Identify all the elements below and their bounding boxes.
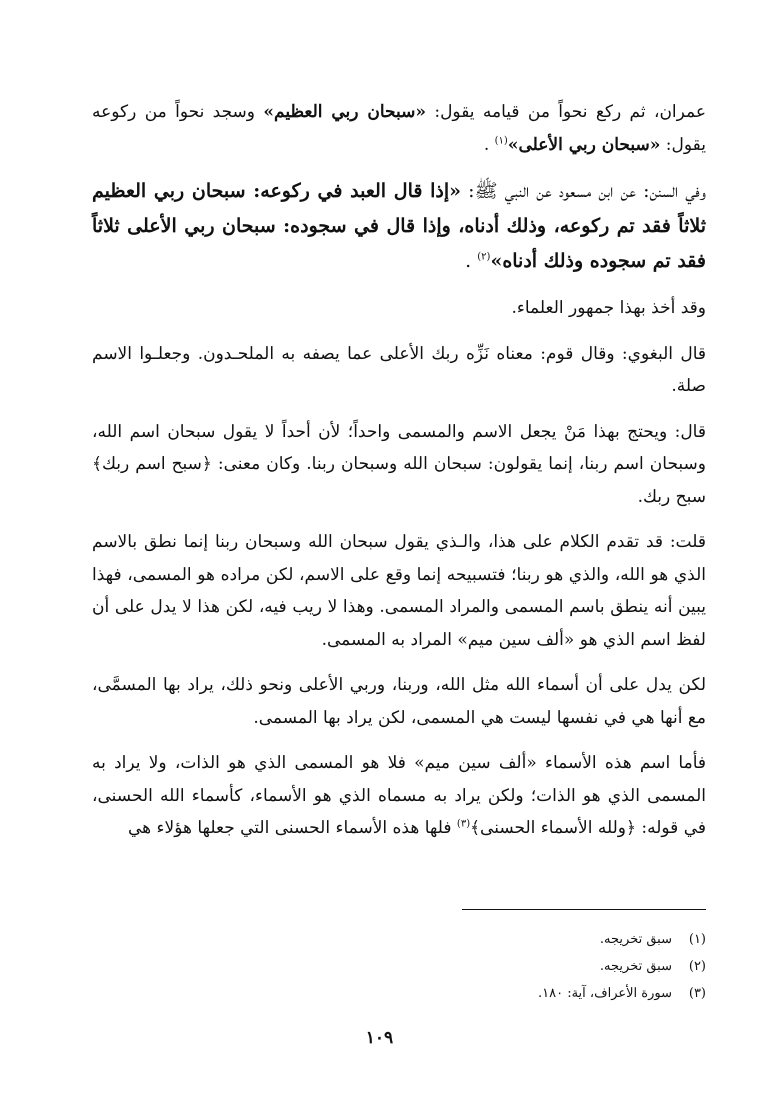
hadith-quote: «إذا قال العبد في ركوعه: سبحان ربي العظيم ثلاثاً فقد تم ركوعه، وذلك أدناه، وإذا قال في سجوده: سبحان ربي الأعلى ثلاثاً فقد تم سجوده وذلك أدناه» <box>92 180 706 272</box>
paragraph <box>92 747 706 845</box>
text-run: فأما اسم هذه الأسماء «ألف سين ميم» فلا هو المسمى الذي هو الذات، ولا يراد به المسمى الذي هو الذات؛ ولكن يراد به مسماه الذي هو الأسماء، كأسماء الله الحسنى، في قوله: ﴿ولله الأسماء الحسنى﴾ <box>92 753 706 838</box>
hadith-quote: «سبحان ربي الأعلى» <box>507 134 661 155</box>
footnote-text: سبق تخريجه. <box>599 932 672 947</box>
footnote <box>306 953 706 980</box>
footnote-ref: (٢) <box>477 251 491 263</box>
text-run: . <box>483 134 495 155</box>
text-run: فلها هذه الأسماء الحسنى التي جعلها هؤلاء هي <box>127 818 457 838</box>
footnote-number: (٣) <box>688 986 706 1001</box>
footnote <box>306 980 706 1007</box>
paragraph <box>92 669 706 734</box>
text-run: وفي السنن: عن ابن مسعود عن النبي ﷺ: <box>461 180 707 202</box>
page-number: ١٠٩ <box>365 1028 394 1048</box>
footnotes <box>306 926 706 1007</box>
body-text <box>92 96 706 858</box>
footnote-separator <box>462 909 706 910</box>
paragraph <box>92 526 706 656</box>
paragraph <box>92 338 706 403</box>
text-run: . <box>465 250 478 272</box>
paragraph <box>92 96 706 161</box>
footnote-text: سورة الأعراف، آية: ١٨٠. <box>537 986 672 1001</box>
paragraph <box>92 174 706 279</box>
text-run: وسجد نحواً من ركوعه يقول: <box>92 102 706 155</box>
paragraph <box>92 416 706 514</box>
text-run: قال: ويحتج بهذا مَنْ يجعل الاسم والمسمى واحداً؛ لأن أحداً لا يقول سبحان اسم الله، وسبحان اسم ربنا، إنما يقولون: سبحان الله وسبحان ربنا. وكان معنى: ﴿سبح اسم ربك﴾ سبح ربك. <box>92 421 706 507</box>
text-run: قال البغوي: وقال قوم: معناه نَزِّه ربك الأعلى عما يصفه به الملحـدون. وجعلـوا الاسم صلة. <box>92 343 706 396</box>
hadith-quote: «سبحان ربي العظيم» <box>263 102 426 122</box>
footnote-ref: (٣) <box>456 818 471 830</box>
footnote <box>306 926 706 953</box>
text-run: لكن يدل على أن أسماء الله مثل الله، وربنا، وربي الأعلى ونحو ذلك، يراد بها المسمَّى، مع أنها هي في نفسها ليست هي المسمى، لكن يراد بها المسمى. <box>92 675 706 728</box>
footnote-number: (٢) <box>688 959 706 974</box>
paragraph <box>92 292 706 325</box>
footnote-number: (١) <box>688 932 706 947</box>
text-run: قلت: قد تقدم الكلام على هذا، والـذي يقول سبحان الله وسبحان ربنا إنما نطق بالاسم الذي هو الله، والذي هو ربنا؛ فتسبيحه إنما وقع على الاسم، لكن مراده هو المسمى، فهذا يبين أنه ينطق باسم المسمى والمراد المسمى. وهذا لا ريب فيه، لكن هذا لا يدل على أن لفظ اسم الذي هو «ألف سين ميم» المراد به المسمى. <box>92 532 706 650</box>
text-run: عمران، ثم ركع نحواً من قيامه يقول: <box>425 102 707 122</box>
footnote-ref: (١) <box>494 134 508 146</box>
text-run: وقد أخذ بهذا جمهور العلماء. <box>511 298 706 318</box>
footnote-text: سبق تخريجه. <box>599 959 672 974</box>
